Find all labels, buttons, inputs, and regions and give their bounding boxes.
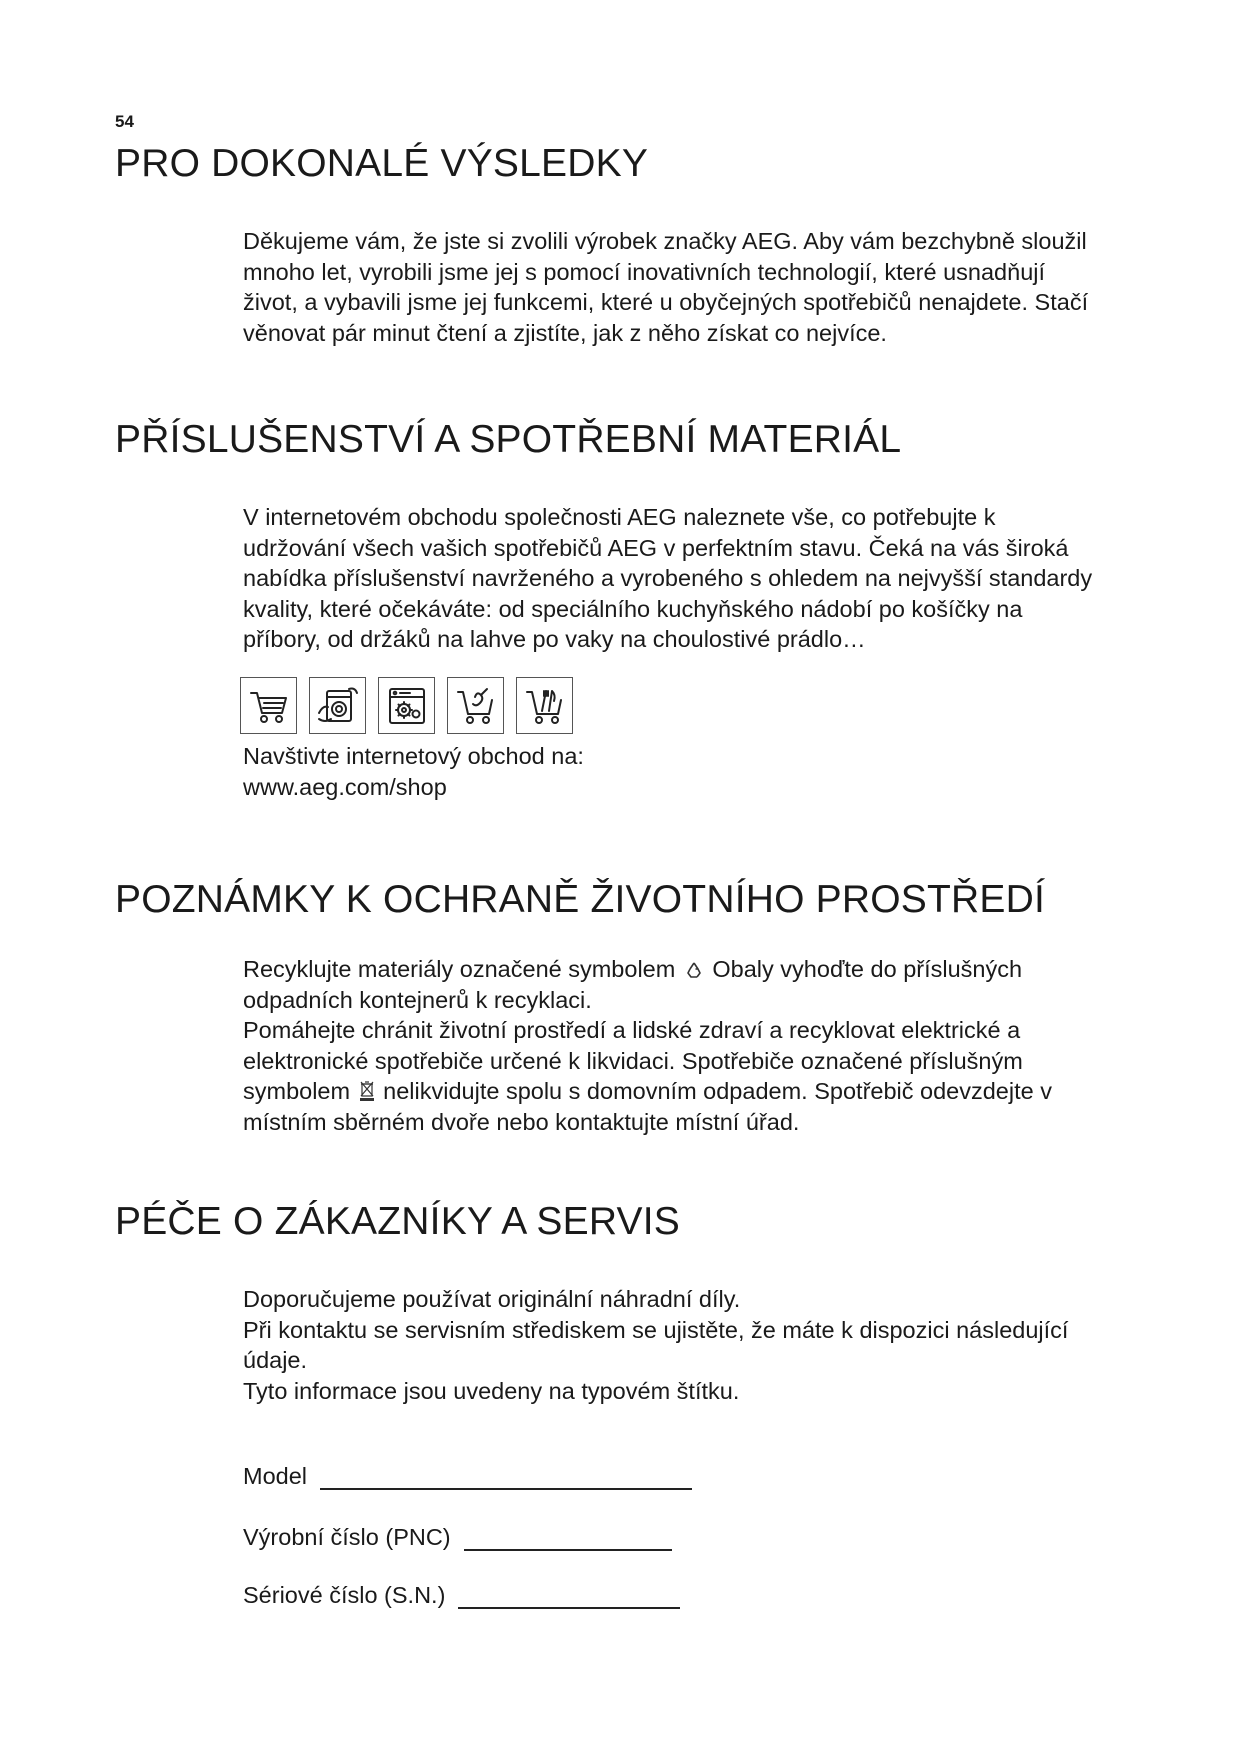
pnc-field (243, 1523, 672, 1551)
text-line (243, 1076, 1163, 1107)
service-text (243, 1284, 1163, 1406)
page-number: 54 (115, 112, 134, 131)
text-fragment: nelikvidujte spolu s domovním odpadem. Spotřebič odevzdejte v (383, 1078, 1052, 1104)
text-line: Tyto informace jsou uvedeny na typovém štítku. (243, 1377, 740, 1404)
accessories-text (243, 502, 1163, 655)
model-field (243, 1462, 692, 1490)
model-label: Model (243, 1463, 308, 1489)
section-title-accessories: PŘÍSLUŠENSTVÍ A SPOTŘEBNÍ MATERIÁL (115, 418, 902, 461)
cart-cutlery-icon (516, 677, 573, 734)
text-line: místním sběrném dvoře nebo kontaktujte místní úřad. (243, 1108, 800, 1135)
serial-label: Sériové číslo (S.N.) (243, 1582, 446, 1608)
text-line: život, a vybavili jsme jej funkcemi, které u obyčejných spotřebičů nenajdete. Stačí (243, 289, 1089, 315)
text-line: příbory, od držáků na lahve po vaky na choulostivé prádlo… (243, 626, 866, 652)
weee-bin-icon (359, 1080, 375, 1102)
section-title-service: PÉČE O ZÁKAZNÍKY A SERVIS (115, 1200, 680, 1243)
environment-text (243, 954, 1163, 1137)
section-title-intro: PRO DOKONALÉ VÝSLEDKY (115, 142, 649, 185)
pnc-label: Výrobní číslo (PNC) (243, 1524, 451, 1550)
shop-visit-label: Navštivte internetový obchod na: (243, 743, 584, 769)
text-fragment: symbolem (243, 1078, 351, 1104)
text-line: mnoho let, vyrobili jsme jej s pomocí inovativních technologií, které usnadňují (243, 258, 1046, 285)
appliance-gear-icon (378, 677, 435, 734)
text-fragment: Obaly vyhoďte do příslušných (712, 956, 1023, 982)
serial-field (243, 1581, 680, 1609)
accessory-icons (240, 677, 573, 734)
intro-text (243, 226, 1163, 348)
text-line: nabídka příslušenství navrženého a vyrobeného s ohledem na nejvyšší standardy (243, 565, 1093, 591)
text-line: Doporučujeme používat originální náhradní díly. (243, 1286, 741, 1312)
text-fragment: Recyklujte materiály označené symbolem (243, 956, 676, 982)
model-blank-line (320, 1462, 692, 1490)
text-line: odpadních kontejnerů k recyklaci. (243, 986, 592, 1013)
text-line: věnovat pár minut čtení a zjistíte, jak z něho získat co nejvíce. (243, 319, 887, 346)
shop-link-block (243, 741, 1163, 802)
shopping-cart-icon (240, 677, 297, 734)
cart-cleaning-icon (447, 677, 504, 734)
shop-url-link[interactable]: www.aeg.com/shop (243, 773, 447, 800)
washing-machine-hand-icon (309, 677, 366, 734)
recycling-icon (684, 960, 704, 980)
text-line (243, 954, 1163, 985)
text-line: Děkujeme vám, že jste si zvolili výrobek značky AEG. Aby vám bezchybně sloužil (243, 228, 1087, 254)
text-line: Pomáhejte chránit životní prostředí a lidské zdraví a recyklovat elektrické a (243, 1017, 1021, 1043)
text-line: udržování všech vašich spotřebičů AEG v perfektním stavu. Čeká na vás široká (243, 534, 1069, 561)
pnc-blank-line (464, 1523, 672, 1551)
text-line: Při kontaktu se servisním střediskem se ujistěte, že máte k dispozici následující (243, 1316, 1069, 1343)
serial-blank-line (458, 1581, 680, 1609)
section-title-environment: POZNÁMKY K OCHRANĚ ŽIVOTNÍHO PROSTŘEDÍ (115, 878, 1045, 921)
text-line: V internetovém obchodu společnosti AEG naleznete vše, co potřebujte k (243, 504, 996, 530)
text-line: kvality, které očekáváte: od speciálního kuchyňského nádobí po košíčky na (243, 595, 1023, 622)
text-line: údaje. (243, 1347, 308, 1373)
text-line: elektronické spotřebiče určené k likvidaci. Spotřebiče označené příslušným (243, 1047, 1023, 1074)
